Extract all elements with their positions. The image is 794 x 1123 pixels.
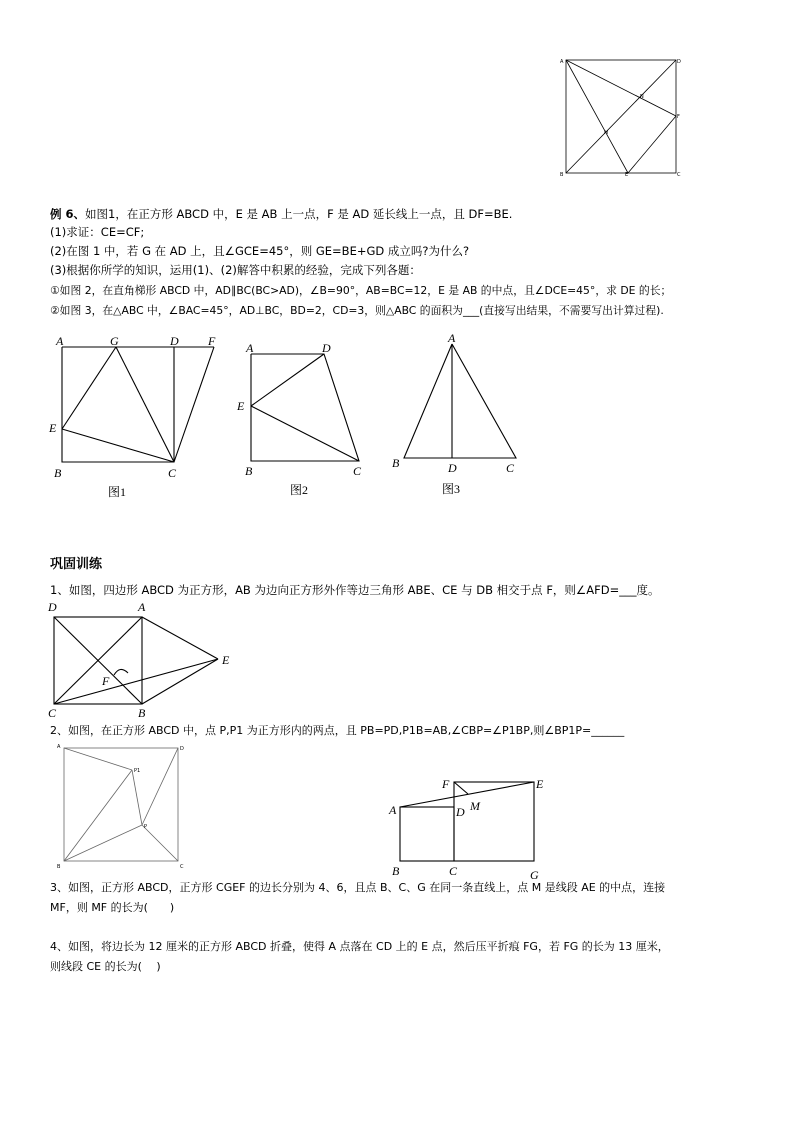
fig2-line-e-c <box>251 406 359 461</box>
q2-line-p-c <box>142 825 178 861</box>
fig1-line-g-c <box>116 347 174 462</box>
q3-line-f-m <box>454 782 468 794</box>
fig1-label-c: C <box>168 466 177 480</box>
q3-square-cgef <box>454 782 534 861</box>
q1-line-a-e <box>142 617 218 659</box>
label-n: N <box>640 94 644 100</box>
q3-label-d: D <box>456 805 465 819</box>
q1-figure <box>44 597 244 722</box>
fig2-caption: 图2 <box>290 483 309 497</box>
q2-line-a-p1 <box>64 748 132 770</box>
fig3-label-a: A <box>448 331 456 345</box>
q1-label-f: F <box>102 674 110 688</box>
q2-label-p1: P1 <box>134 768 141 774</box>
fig1-line-e-c <box>62 429 174 462</box>
q3-line-a-e <box>400 782 534 807</box>
figure-3 <box>388 330 528 480</box>
q1-label-b: B <box>138 706 146 720</box>
fig1-label-b: B <box>54 466 62 480</box>
fig1-square <box>62 347 174 462</box>
example6-line1 <box>50 206 512 223</box>
fig1-line-f-c <box>174 347 214 462</box>
q1-text: 1、如图，四边形 ABCD 为正方形，AB 为边向正方形外作等边三角形 ABE、CE 与 DB 相交于点 F，则∠AFD=___度。 <box>50 583 660 597</box>
fig1-label-a: A <box>56 334 64 348</box>
example6-line6: ②如图 3，在△ABC 中，∠BAC=45°，AD⊥BC，BD=2，CD=3，则△ABC 的面积为___(直接写出结果，不需要写出计算过程). <box>50 304 664 317</box>
q3-line2: MF，则 MF 的长为( ) <box>50 901 175 914</box>
q2-figure <box>54 740 194 875</box>
q3-label-c: C <box>449 864 458 878</box>
q1-label-e: E <box>222 653 230 667</box>
q3-line1: 3、如图，正方形 ABCD，正方形 CGEF 的边长分别为 4、6，且点 B、C、G 在同一条直线上，点 M 是线段 AE 的中点，连接 <box>50 881 666 894</box>
q1-label-c: C <box>48 706 57 720</box>
fig3-label-b: B <box>392 456 400 470</box>
q3-square-abcd <box>400 807 454 861</box>
fig2-label-a: A <box>246 341 254 355</box>
figure-1 <box>44 332 234 482</box>
label-e: E <box>625 172 629 178</box>
example6-line5: ①如图 2，在直角梯形 ABCD 中，AD∥BC(BC>AD)，∠B=90°，AB=BC=12，E 是 AB 的中点，且∠DCE=45°，求 DE 的长； <box>50 284 672 297</box>
q2-label-a: A <box>57 744 61 750</box>
q2-line-p1-p <box>132 770 142 825</box>
top-square-figure <box>556 54 686 180</box>
q4-line2: 则线段 CE 的长为( ) <box>50 960 161 973</box>
q3-label-e: E <box>536 777 544 791</box>
fig3-caption: 图3 <box>442 482 461 496</box>
q2-label-d: D <box>180 746 184 752</box>
fig2-label-b: B <box>245 464 253 478</box>
fig3-triangle <box>404 344 516 458</box>
fig1-line-e-g <box>62 347 116 429</box>
line-a-f <box>566 60 676 116</box>
diagonal-b-d <box>566 60 676 173</box>
section-title: 巩固训练 <box>50 557 103 572</box>
q2-label-p: P <box>144 824 148 830</box>
example6-title: 例 6、 <box>50 207 86 221</box>
q1-label-d: D <box>48 600 57 614</box>
fig1-label-d: D <box>170 334 179 348</box>
q4-line1: 4、如图，将边长为 12 厘米的正方形 ABCD 折叠，使得 A 点落在 CD 上的 E 点，然后压平折痕 FG，若 FG 的长为 13 厘米， <box>50 940 669 953</box>
q1-label-a: A <box>138 600 146 614</box>
example6-line2: (1)求证：CE=CF; <box>50 225 145 239</box>
fig2-label-d: D <box>322 341 331 355</box>
label-b: B <box>560 172 564 178</box>
fig1-label-e: E <box>49 421 57 435</box>
q2-label-b: B <box>57 864 61 870</box>
fig2-trapezoid <box>251 354 359 461</box>
example6-line3: (2)在图 1 中，若 G 在 AD 上，且∠GCE=45°，则 GE=BE+GD 成立吗?为什么? <box>50 244 470 258</box>
q2-label-c: C <box>180 864 184 870</box>
figure-2 <box>234 336 374 481</box>
label-d: D <box>677 59 681 65</box>
q3-label-a: A <box>389 803 397 817</box>
q3-label-b: B <box>392 864 400 878</box>
label-c: C <box>677 172 681 178</box>
fig2-label-e: E <box>237 399 245 413</box>
example6-line1-text: 如图1，在正方形 ABCD 中，E 是 AB 上一点，F 是 AD 延长线上一点，且 DF=BE. <box>85 207 513 221</box>
label-a: A <box>560 59 564 65</box>
q2-line-p-b <box>64 825 142 861</box>
line-a-e <box>566 60 628 173</box>
fig3-label-d: D <box>448 461 457 475</box>
example6-line4: (3)根据你所学的知识，运用(1)、(2)解答中积累的经验，完成下列各题： <box>50 263 421 277</box>
q3-label-m: M <box>470 799 480 813</box>
label-m: M <box>604 130 609 136</box>
fig1-label-f: F <box>208 334 216 348</box>
q3-label-f: F <box>442 777 450 791</box>
q1-line-b-e <box>142 659 218 704</box>
fig1-label-g: G <box>110 334 119 348</box>
q3-label-g: G <box>530 868 539 882</box>
q1-line-c-e <box>54 659 218 704</box>
q3-figure <box>386 772 556 882</box>
q1-angle-arc <box>114 669 128 675</box>
fig2-line-e-d <box>251 354 324 406</box>
fig2-label-c: C <box>353 464 362 478</box>
line-e-f <box>628 116 676 173</box>
fig1-caption: 图1 <box>108 485 127 499</box>
q2-text: 2、如图，在正方形 ABCD 中，点 P,P1 为正方形内的两点，且 PB=PD,P1B=AB,∠CBP=∠P1BP,则∠BP1P=______ <box>50 724 625 737</box>
fig3-label-c: C <box>506 461 515 475</box>
q2-line-d-p <box>142 748 178 825</box>
label-f: F <box>677 114 680 120</box>
q2-line-p1-b <box>64 770 132 861</box>
